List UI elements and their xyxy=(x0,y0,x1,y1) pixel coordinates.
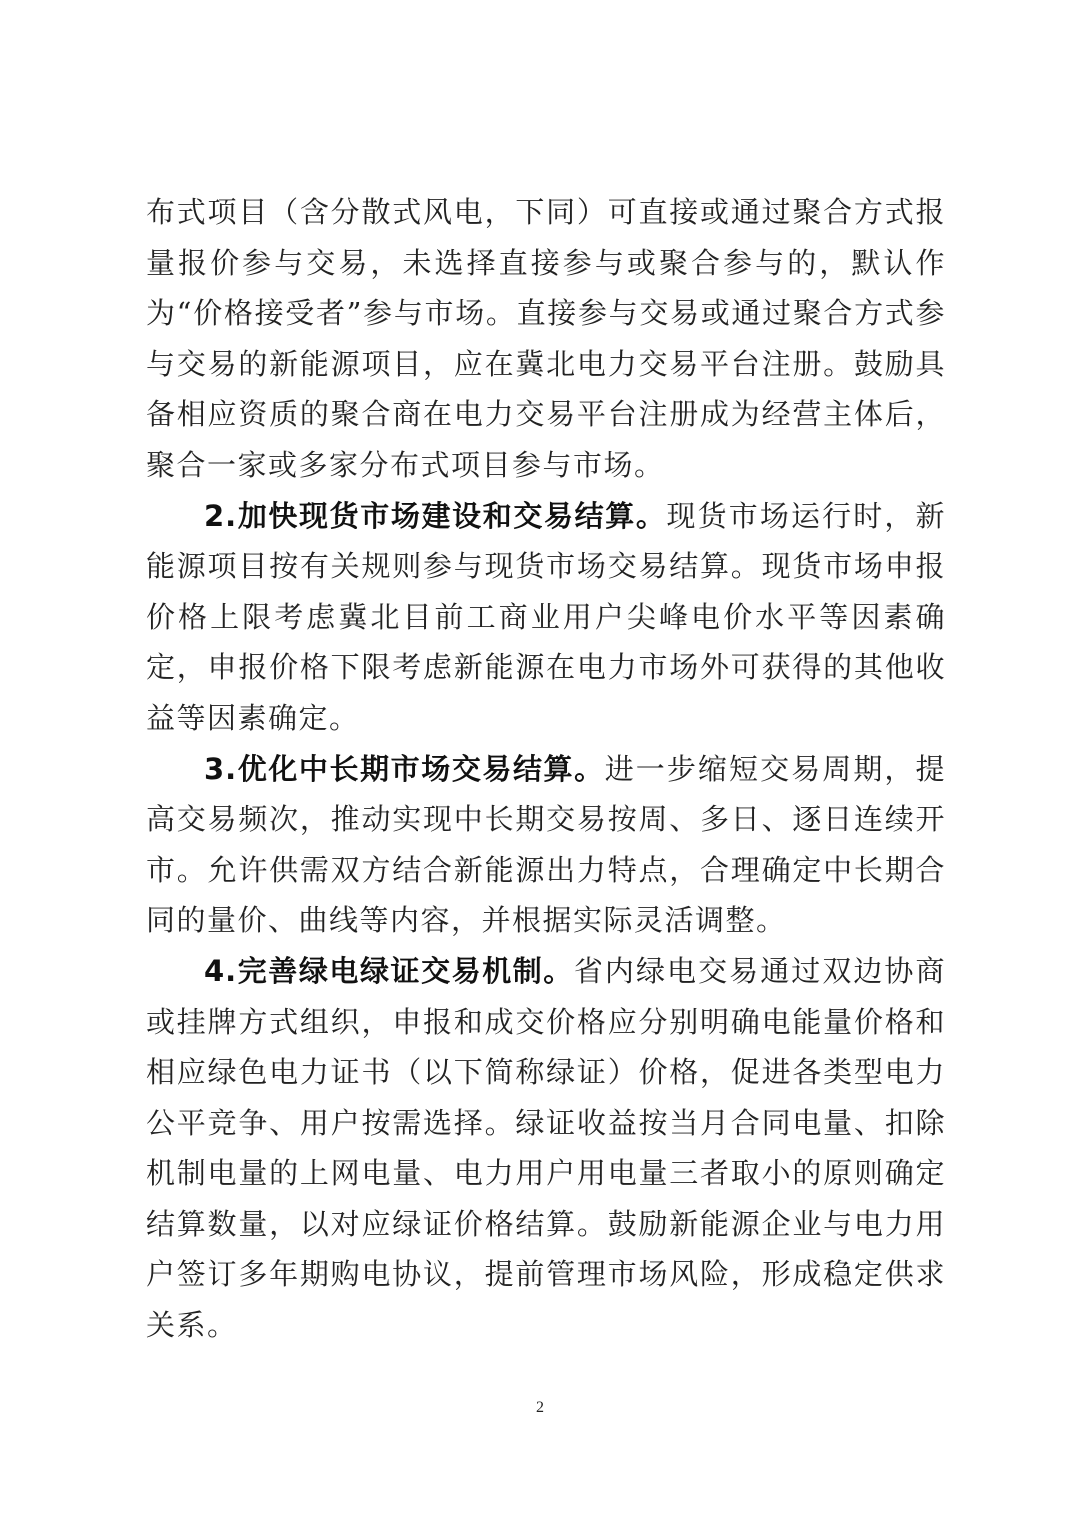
paragraph-text: 省内绿电交易通过双边协商或挂牌方式组织，申报和成交价格应分别明确电能量价格和相应绿色电力证书（以下简称绿证）价格，促进各类型电力公平竞争、用户按需选择。绿证收益按当月合同电量、扣除机制电量的上网电量、电力用户用电量三者取小的原则确定结算数量，以对应绿证价格结算。鼓励新能源企业与电力用户签订多年期购电协议，提前管理市场风险，形成稳定供求关系。 xyxy=(146,953,946,1343)
document-body xyxy=(146,187,946,1351)
page-number: 2 xyxy=(536,1399,544,1416)
paragraph-continuation xyxy=(146,187,946,491)
paragraph-text: 现货市场运行时，新能源项目按有关规则参与现货市场交易结算。现货市场申报价格上限考虑冀北目前工商业用户尖峰电价水平等因素确定，申报价格下限考虑新能源在电力市场外可获得的其他收益等因素确定。 xyxy=(146,498,946,735)
paragraph-green-certificate xyxy=(146,946,946,1351)
paragraph-text: 进一步缩短交易周期，提高交易频次，推动实现中长期交易按周、多日、逐日连续开市。允许供需双方结合新能源出力特点，合理确定中长期合同的量价、曲线等内容，并根据实际灵活调整。 xyxy=(146,751,946,938)
paragraph-heading: 2.加快现货市场建设和交易结算。 xyxy=(204,498,667,533)
paragraph-text: 布式项目（含分散式风电，下同）可直接或通过聚合方式报量报价参与交易，未选择直接参与或聚合参与的，默认作为“价格接受者”参与市场。直接参与交易或通过聚合方式参与交易的新能源项目，应在冀北电力交易平台注册。鼓励具备相应资质的聚合商在电力交易平台注册成为经营主体后，聚合一家或多家分布式项目参与市场。 xyxy=(146,195,946,482)
paragraph-heading: 3.优化中长期市场交易结算。 xyxy=(204,751,605,786)
paragraph-spot-market xyxy=(146,491,946,744)
paragraph-long-term-market xyxy=(146,744,946,946)
paragraph-heading: 4.完善绿电绿证交易机制。 xyxy=(204,953,574,988)
